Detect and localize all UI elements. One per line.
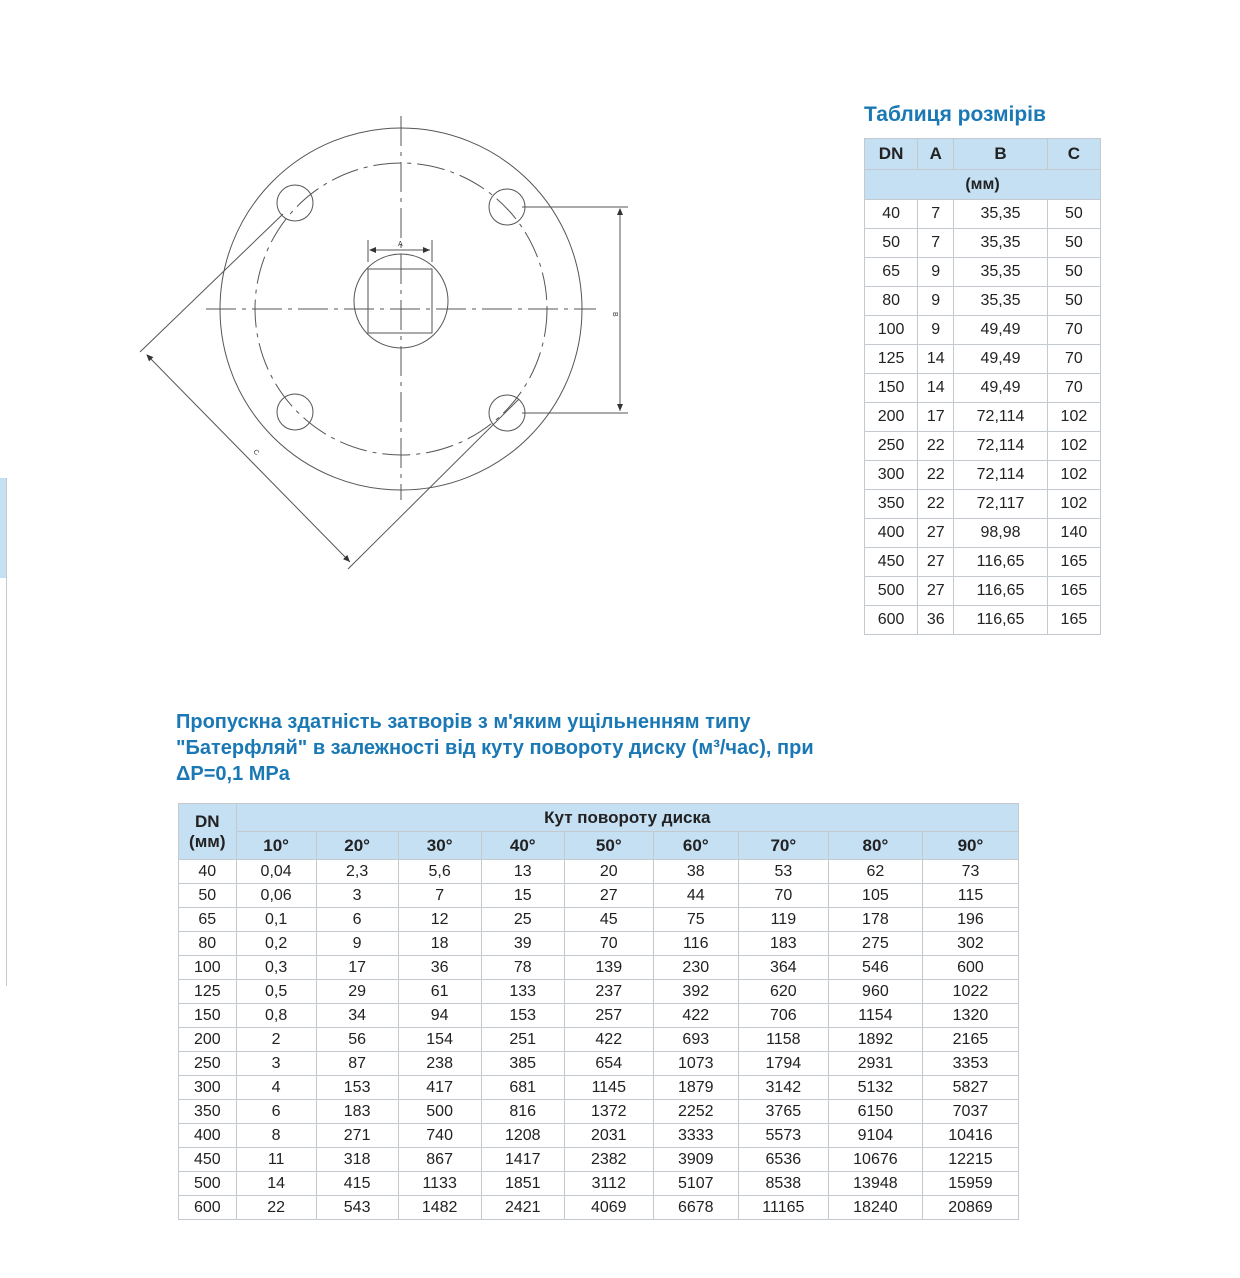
table-cell: 70 <box>738 884 828 908</box>
table-row <box>179 1004 1019 1028</box>
table-cell: 36 <box>398 956 481 980</box>
table-cell: 620 <box>738 980 828 1004</box>
table-cell: 364 <box>738 956 828 980</box>
table-row <box>179 860 1019 884</box>
table-cell: 3765 <box>738 1100 828 1124</box>
table-cell: 18240 <box>828 1196 922 1220</box>
dimensions-table <box>864 138 1101 635</box>
cap-group-header: Кут повороту диска <box>236 804 1018 832</box>
dim-b-label: B <box>611 312 618 317</box>
table-cell: 350 <box>179 1100 237 1124</box>
table-cell: 49,49 <box>954 374 1048 403</box>
table-cell: 385 <box>481 1052 564 1076</box>
table-cell: 6 <box>236 1100 316 1124</box>
table-cell: 230 <box>653 956 738 980</box>
table-cell: 6 <box>316 908 398 932</box>
table-cell: 45 <box>564 908 653 932</box>
table-cell: 450 <box>179 1148 237 1172</box>
table-cell: 546 <box>828 956 922 980</box>
table-cell: 27 <box>918 519 954 548</box>
cap-header-dn-units: (мм) <box>189 831 226 851</box>
cap-header-dn-label: DN <box>195 811 220 831</box>
table-cell: 72,114 <box>954 461 1048 490</box>
table-cell: 75 <box>653 908 738 932</box>
table-cell: 70 <box>1047 374 1100 403</box>
table-cell: 960 <box>828 980 922 1004</box>
table-cell: 62 <box>828 860 922 884</box>
table-cell: 740 <box>398 1124 481 1148</box>
table-cell: 9104 <box>828 1124 922 1148</box>
table-cell: 18 <box>398 932 481 956</box>
table-cell: 1879 <box>653 1076 738 1100</box>
table-cell: 49,49 <box>954 316 1048 345</box>
table-cell: 2382 <box>564 1148 653 1172</box>
table-cell: 681 <box>481 1076 564 1100</box>
table-cell: 816 <box>481 1100 564 1124</box>
table-cell: 350 <box>865 490 918 519</box>
table-cell: 165 <box>1047 548 1100 577</box>
table-cell: 10676 <box>828 1148 922 1172</box>
table-cell: 300 <box>179 1076 237 1100</box>
table-cell: 450 <box>865 548 918 577</box>
dim-header-c: C <box>1047 139 1100 170</box>
table-cell: 13 <box>481 860 564 884</box>
table-cell: 133 <box>481 980 564 1004</box>
table-cell: 5,6 <box>398 860 481 884</box>
table-row <box>865 345 1101 374</box>
table-cell: 600 <box>179 1196 237 1220</box>
table-cell: 14 <box>236 1172 316 1196</box>
table-cell: 50 <box>1047 287 1100 316</box>
table-row <box>865 229 1101 258</box>
table-cell: 3 <box>236 1052 316 1076</box>
table-cell: 5573 <box>738 1124 828 1148</box>
table-row <box>865 432 1101 461</box>
table-cell: 17 <box>918 403 954 432</box>
table-cell: 20869 <box>922 1196 1018 1220</box>
table-cell: 3 <box>316 884 398 908</box>
table-cell: 49,49 <box>954 345 1048 374</box>
table-cell: 1158 <box>738 1028 828 1052</box>
table-cell: 706 <box>738 1004 828 1028</box>
angle-header: 90° <box>922 832 1018 860</box>
table-cell: 125 <box>865 345 918 374</box>
table-cell: 500 <box>398 1100 481 1124</box>
table-row <box>179 884 1019 908</box>
table-cell: 78 <box>481 956 564 980</box>
table-cell: 65 <box>865 258 918 287</box>
dim-units: (мм) <box>865 170 1101 200</box>
table-cell: 275 <box>828 932 922 956</box>
table-cell: 12 <box>398 908 481 932</box>
table-cell: 3353 <box>922 1052 1018 1076</box>
table-cell: 73 <box>922 860 1018 884</box>
table-cell: 105 <box>828 884 922 908</box>
table-cell: 4069 <box>564 1196 653 1220</box>
table-cell: 27 <box>918 577 954 606</box>
table-cell: 200 <box>865 403 918 432</box>
table-cell: 40 <box>865 200 918 229</box>
table-cell: 4 <box>236 1076 316 1100</box>
dim-header-dn: DN <box>865 139 918 170</box>
table-cell: 2252 <box>653 1100 738 1124</box>
table-cell: 867 <box>398 1148 481 1172</box>
table-cell: 22 <box>918 490 954 519</box>
table-cell: 500 <box>865 577 918 606</box>
table-cell: 65 <box>179 908 237 932</box>
table-cell: 3112 <box>564 1172 653 1196</box>
table-row <box>865 490 1101 519</box>
table-cell: 116,65 <box>954 548 1048 577</box>
table-row <box>865 316 1101 345</box>
table-cell: 165 <box>1047 577 1100 606</box>
table-cell: 100 <box>865 316 918 345</box>
table-cell: 422 <box>653 1004 738 1028</box>
table-cell: 7037 <box>922 1100 1018 1124</box>
table-cell: 1133 <box>398 1172 481 1196</box>
table-cell: 251 <box>481 1028 564 1052</box>
table-cell: 22 <box>236 1196 316 1220</box>
table-cell: 183 <box>738 932 828 956</box>
angle-header: 50° <box>564 832 653 860</box>
table-cell: 8 <box>236 1124 316 1148</box>
table-cell: 250 <box>179 1052 237 1076</box>
table-cell: 72,114 <box>954 432 1048 461</box>
table-cell: 3909 <box>653 1148 738 1172</box>
table-cell: 153 <box>316 1076 398 1100</box>
table-cell: 165 <box>1047 606 1100 635</box>
table-row <box>865 403 1101 432</box>
table-cell: 2 <box>236 1028 316 1052</box>
edge-table-fragment <box>0 478 8 986</box>
table-cell: 0,2 <box>236 932 316 956</box>
table-cell: 80 <box>865 287 918 316</box>
table-cell: 102 <box>1047 403 1100 432</box>
table-cell: 9 <box>918 316 954 345</box>
table-cell: 1372 <box>564 1100 653 1124</box>
table-cell: 0,04 <box>236 860 316 884</box>
table-cell: 0,8 <box>236 1004 316 1028</box>
table-cell: 50 <box>865 229 918 258</box>
table-cell: 543 <box>316 1196 398 1220</box>
angle-header: 70° <box>738 832 828 860</box>
table-cell: 237 <box>564 980 653 1004</box>
table-cell: 2421 <box>481 1196 564 1220</box>
table-cell: 5132 <box>828 1076 922 1100</box>
table-cell: 1851 <box>481 1172 564 1196</box>
table-cell: 10416 <box>922 1124 1018 1148</box>
table-cell: 125 <box>179 980 237 1004</box>
table-cell: 238 <box>398 1052 481 1076</box>
cap-header-dn <box>179 804 237 860</box>
table-cell: 35,35 <box>954 258 1048 287</box>
table-row <box>179 956 1019 980</box>
table-cell: 115 <box>922 884 1018 908</box>
table-cell: 7 <box>918 229 954 258</box>
dim-c-label: C <box>251 448 261 457</box>
table-cell: 0,5 <box>236 980 316 1004</box>
table-row <box>865 461 1101 490</box>
table-cell: 44 <box>653 884 738 908</box>
table-cell: 100 <box>179 956 237 980</box>
angle-header: 30° <box>398 832 481 860</box>
table-row <box>179 1028 1019 1052</box>
table-cell: 8538 <box>738 1172 828 1196</box>
bolt-hole-bl <box>277 394 313 430</box>
table-row <box>179 1196 1019 1220</box>
table-cell: 654 <box>564 1052 653 1076</box>
square-socket <box>368 269 432 333</box>
table-cell: 17 <box>316 956 398 980</box>
table-cell: 6678 <box>653 1196 738 1220</box>
table-cell: 0,06 <box>236 884 316 908</box>
table-cell: 50 <box>1047 229 1100 258</box>
table-cell: 183 <box>316 1100 398 1124</box>
table-cell: 302 <box>922 932 1018 956</box>
table-cell: 417 <box>398 1076 481 1100</box>
table-cell: 140 <box>1047 519 1100 548</box>
angle-header: 10° <box>236 832 316 860</box>
table-cell: 257 <box>564 1004 653 1028</box>
table-cell: 50 <box>1047 258 1100 287</box>
table-cell: 116,65 <box>954 577 1048 606</box>
table-cell: 80 <box>179 932 237 956</box>
table-cell: 1073 <box>653 1052 738 1076</box>
dimensions-body <box>865 200 1101 635</box>
table-cell: 70 <box>564 932 653 956</box>
table-cell: 9 <box>316 932 398 956</box>
table-cell: 27 <box>918 548 954 577</box>
table-cell: 61 <box>398 980 481 1004</box>
table-cell: 35,35 <box>954 229 1048 258</box>
angle-header: 80° <box>828 832 922 860</box>
table-cell: 0,1 <box>236 908 316 932</box>
angle-header: 60° <box>653 832 738 860</box>
dimensions-title: Таблиця розмірів <box>864 103 1046 126</box>
table-cell: 154 <box>398 1028 481 1052</box>
table-cell: 139 <box>564 956 653 980</box>
table-row <box>179 1076 1019 1100</box>
table-cell: 15 <box>481 884 564 908</box>
table-cell: 56 <box>316 1028 398 1052</box>
table-cell: 116 <box>653 932 738 956</box>
table-cell: 7 <box>398 884 481 908</box>
dim-header-a: A <box>918 139 954 170</box>
table-row <box>865 519 1101 548</box>
table-cell: 5827 <box>922 1076 1018 1100</box>
table-cell: 1794 <box>738 1052 828 1076</box>
table-cell: 1154 <box>828 1004 922 1028</box>
table-cell: 6536 <box>738 1148 828 1172</box>
table-cell: 1482 <box>398 1196 481 1220</box>
table-cell: 35,35 <box>954 287 1048 316</box>
table-cell: 3333 <box>653 1124 738 1148</box>
flange-drawing <box>0 0 700 600</box>
table-cell: 27 <box>564 884 653 908</box>
table-row <box>865 577 1101 606</box>
table-cell: 150 <box>865 374 918 403</box>
table-row <box>179 1124 1019 1148</box>
table-cell: 102 <box>1047 490 1100 519</box>
bolt-hole-tr <box>489 189 525 225</box>
table-cell: 70 <box>1047 316 1100 345</box>
table-cell: 600 <box>922 956 1018 980</box>
table-cell: 400 <box>179 1124 237 1148</box>
table-cell: 40 <box>179 860 237 884</box>
table-cell: 1320 <box>922 1004 1018 1028</box>
table-row <box>865 287 1101 316</box>
table-cell: 415 <box>316 1172 398 1196</box>
table-cell: 271 <box>316 1124 398 1148</box>
capacity-table <box>178 803 1019 1220</box>
table-cell: 11 <box>236 1148 316 1172</box>
table-row <box>865 374 1101 403</box>
table-cell: 1417 <box>481 1148 564 1172</box>
dim-a-label: A <box>398 241 403 248</box>
table-cell: 102 <box>1047 461 1100 490</box>
table-cell: 2,3 <box>316 860 398 884</box>
table-cell: 9 <box>918 287 954 316</box>
table-cell: 72,117 <box>954 490 1048 519</box>
table-cell: 14 <box>918 374 954 403</box>
table-cell: 22 <box>918 461 954 490</box>
table-cell: 50 <box>179 884 237 908</box>
table-cell: 153 <box>481 1004 564 1028</box>
table-row <box>179 1100 1019 1124</box>
bolt-hole-br <box>489 395 525 431</box>
table-cell: 116,65 <box>954 606 1048 635</box>
table-cell: 50 <box>1047 200 1100 229</box>
table-row <box>865 606 1101 635</box>
table-cell: 318 <box>316 1148 398 1172</box>
table-row <box>865 258 1101 287</box>
table-cell: 119 <box>738 908 828 932</box>
table-cell: 39 <box>481 932 564 956</box>
capacity-body <box>179 860 1019 1220</box>
table-cell: 70 <box>1047 345 1100 374</box>
angle-header: 40° <box>481 832 564 860</box>
table-cell: 693 <box>653 1028 738 1052</box>
table-cell: 600 <box>865 606 918 635</box>
table-cell: 34 <box>316 1004 398 1028</box>
table-cell: 400 <box>865 519 918 548</box>
table-cell: 7 <box>918 200 954 229</box>
table-row <box>865 200 1101 229</box>
table-row <box>865 548 1101 577</box>
table-cell: 500 <box>179 1172 237 1196</box>
dim-c-line <box>147 355 350 562</box>
table-cell: 150 <box>179 1004 237 1028</box>
angle-header-row <box>179 832 1019 860</box>
table-cell: 392 <box>653 980 738 1004</box>
capacity-title: Пропускна здатність затворів з м'яким ущільненням типу "Батерфляй" в залежності від куту повороту диску (м³/час), при ΔP=0,1 MPa <box>176 711 814 785</box>
table-cell: 2931 <box>828 1052 922 1076</box>
table-cell: 2165 <box>922 1028 1018 1052</box>
table-cell: 196 <box>922 908 1018 932</box>
table-cell: 6150 <box>828 1100 922 1124</box>
dim-header-b: B <box>954 139 1048 170</box>
angle-header: 20° <box>316 832 398 860</box>
table-cell: 36 <box>918 606 954 635</box>
table-cell: 9 <box>918 258 954 287</box>
table-cell: 250 <box>865 432 918 461</box>
table-row <box>179 1172 1019 1196</box>
table-cell: 53 <box>738 860 828 884</box>
table-cell: 2031 <box>564 1124 653 1148</box>
table-cell: 0,3 <box>236 956 316 980</box>
table-cell: 22 <box>918 432 954 461</box>
bolt-hole-tl <box>277 185 313 221</box>
table-cell: 35,35 <box>954 200 1048 229</box>
table-row <box>179 908 1019 932</box>
table-cell: 5107 <box>653 1172 738 1196</box>
table-cell: 87 <box>316 1052 398 1076</box>
table-cell: 1208 <box>481 1124 564 1148</box>
table-cell: 1022 <box>922 980 1018 1004</box>
table-cell: 178 <box>828 908 922 932</box>
table-cell: 20 <box>564 860 653 884</box>
table-cell: 102 <box>1047 432 1100 461</box>
table-cell: 98,98 <box>954 519 1048 548</box>
table-cell: 38 <box>653 860 738 884</box>
table-cell: 29 <box>316 980 398 1004</box>
table-cell: 13948 <box>828 1172 922 1196</box>
table-row <box>179 932 1019 956</box>
table-cell: 11165 <box>738 1196 828 1220</box>
table-cell: 72,114 <box>954 403 1048 432</box>
table-row <box>179 1052 1019 1076</box>
table-cell: 300 <box>865 461 918 490</box>
table-cell: 1892 <box>828 1028 922 1052</box>
table-cell: 1145 <box>564 1076 653 1100</box>
table-row <box>179 1148 1019 1172</box>
table-cell: 3142 <box>738 1076 828 1100</box>
table-cell: 94 <box>398 1004 481 1028</box>
table-cell: 14 <box>918 345 954 374</box>
table-row <box>179 980 1019 1004</box>
table-cell: 25 <box>481 908 564 932</box>
table-cell: 422 <box>564 1028 653 1052</box>
table-cell: 15959 <box>922 1172 1018 1196</box>
table-cell: 12215 <box>922 1148 1018 1172</box>
table-cell: 200 <box>179 1028 237 1052</box>
